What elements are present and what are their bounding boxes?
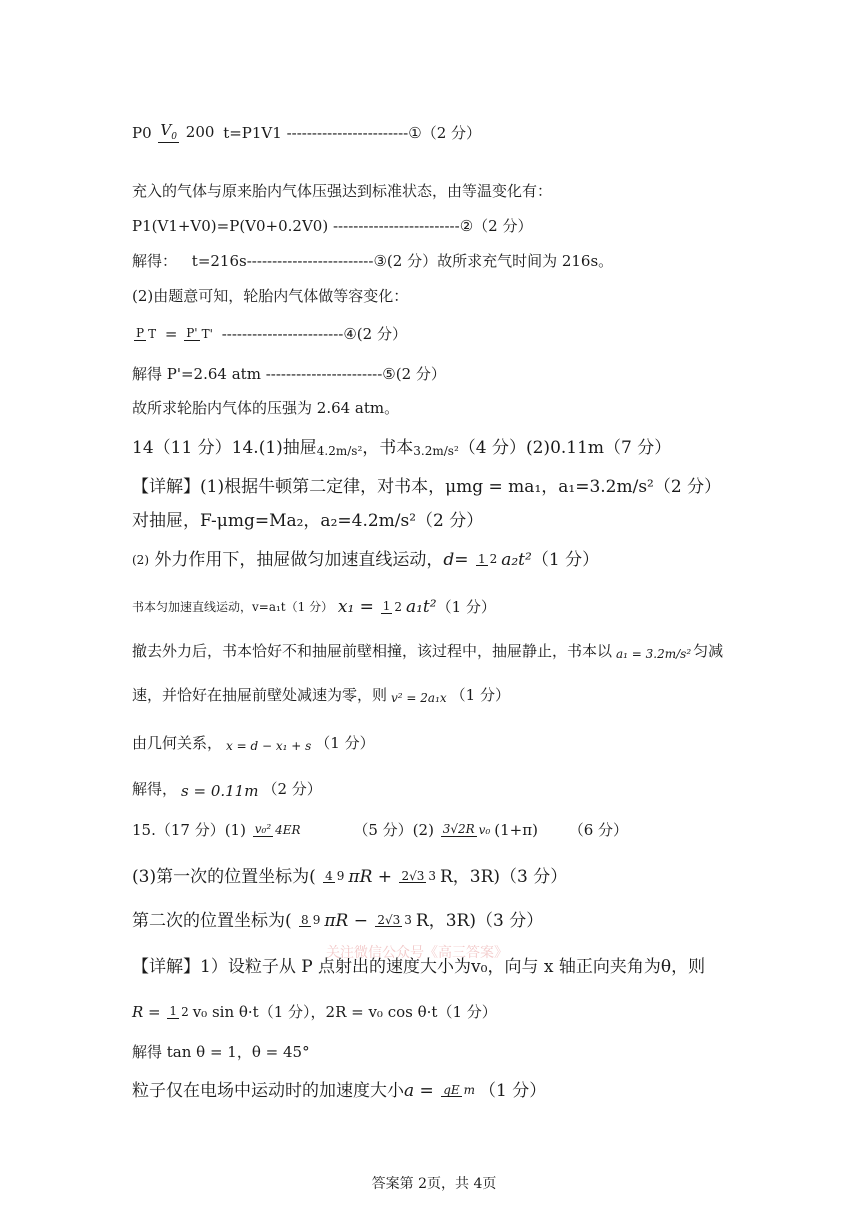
score: (2 分） [395,365,446,383]
q14-drawer-accel: 4.2m/s² [316,444,363,458]
text: (3)第一次的位置坐标为( [132,866,316,887]
result-text: 解得 P'=2.64 atm [132,365,261,383]
score: （1 分） [531,549,600,570]
text-line-8: 故所求轮胎内气体的压强为 2.64 atm。 [132,399,400,417]
frac-num: V [160,120,172,139]
text: 第二次的位置坐标为( [132,910,292,931]
term: πR − [324,910,368,931]
frac-den: T' [201,326,213,341]
answer-line-15 [132,819,628,840]
frac-den: v₀ [478,822,491,837]
score: （2 分） [421,124,481,142]
dash-leader: ------------------------- [332,217,460,235]
q15-label: 15.（17 分）(1) [132,821,246,839]
frac-num: P' [186,326,198,341]
text-line-14 [132,638,723,664]
term: a₁t² [405,597,437,617]
equation-line-3 [132,215,532,236]
equation-line-22 [132,1001,497,1022]
equation-line-15 [132,682,510,708]
fraction-p-t [134,327,158,341]
coord-line-2 [132,910,543,931]
score: （1 分） [479,1080,547,1101]
formula: x = d − x₁ + s [226,739,312,753]
result-value: t=216s [191,252,247,270]
dash-leader: ------------------------- [246,252,374,270]
var-R: R = [132,1003,161,1021]
term: πR + [348,866,393,887]
fraction-v0sq-4ER [253,823,303,837]
circled-number: ③ [373,252,387,270]
fraction-half [167,1005,190,1019]
coord-line-1 [132,866,567,887]
text: 由几何关系， [132,734,223,752]
equals-sign: = [164,325,178,343]
result-line-23: 解得 tan θ = 1，θ = 45° [132,1043,310,1061]
equation-line-1 [132,122,481,143]
fraction-v0-200 [158,120,216,143]
dash-leader: ------------------------ [286,124,409,142]
frac-den: 200 [185,123,215,142]
result-line-4 [132,250,613,271]
accel-value: a₁ = 3.2m/s² [616,647,692,661]
term: (1+π) [494,821,538,839]
answer-line-14 [132,435,671,461]
var-x1: x₁ = [337,597,374,617]
frac-num: 2√3 [377,912,401,927]
q14-label: 14（11 分）14.(1)抽屉 [132,438,317,458]
text: 解得， [132,780,178,798]
term: a₂t² [501,549,532,570]
result-line-17 [132,777,322,801]
score: (2 分） [356,325,407,343]
frac-den: 9 [312,913,321,928]
eq-p0: P0 [132,124,152,142]
result: s = 0.11m [181,782,259,800]
fraction-4-9 [323,870,346,884]
text: 外力作用下，抽屉做匀加速直线运动， [154,549,444,570]
term-tail: R，3R)（3 分） [440,866,568,887]
score: (2 分）故所求充气时间为 216s。 [386,252,614,270]
text: 书本匀加速直线运动，v=a₁t（1 分） [132,600,334,614]
q14-book-label: ，书本 [362,438,414,458]
frac-num: 1 [169,1004,178,1019]
frac-num: 2√3 [401,868,425,883]
fraction-half [381,600,404,614]
frac-den: 2 [394,599,402,614]
q14-book-accel: 3.2m/s² [413,444,459,458]
fraction-2sqrt3-3 [375,914,414,928]
fraction-8-9 [299,914,322,928]
dash-leader: ------------------------ [221,325,344,343]
frac-den: 3 [404,913,412,928]
text-tail: 匀减 [693,642,724,660]
frac-num: 8 [301,912,309,927]
fraction-qE-m [441,1084,477,1098]
frac-den: 2 [181,1004,189,1019]
eq-rest: t=P1V1 [223,124,282,142]
result-line-7 [132,363,446,384]
score: （2 分） [262,780,322,798]
frac-den: T [148,326,157,341]
watermark: 关注微信公众号《高三答案》 [326,945,508,961]
circled-number: ④ [343,325,357,343]
frac-num: 1 [477,551,486,566]
text: 撤去外力后，书本恰好不和抽屉前壁相撞，该过程中，抽屉静止，书本以 [132,642,613,660]
frac-den: 3 [428,869,436,884]
circled-number: ⑤ [382,365,396,383]
var-d: d= [443,549,469,570]
frac-den: 9 [336,869,345,884]
text-line-11: 对抽屉，F-μmg=Ma₂，a₂=4.2m/s²（2 分） [132,511,484,531]
frac-num-sub: 0 [171,131,177,142]
score: （1 分） [450,686,510,704]
equation-line-16 [132,730,375,756]
formula: v² = 2a₁x [391,691,447,705]
term-tail: R，3R)（3 分） [415,910,544,931]
frac-den: 2 [489,552,498,567]
frac-den: 4ER [275,822,301,837]
text-line-2: 充入的气体与原来胎内气体压强达到标准状态，由等温变化有： [132,182,553,200]
frac-num: 1 [382,599,391,614]
dash-leader: ----------------------- [265,365,383,383]
frac-num: v₀² [254,822,272,837]
score: （2 分） [473,217,533,235]
equation-line-24 [132,1080,546,1101]
var-a: a = [404,1080,434,1101]
q15-part2: （5 分）(2) [353,821,434,839]
fraction-2sqrt3-3 [399,870,438,884]
circled-number: ① [408,124,422,142]
label-solve: 解得： [132,252,178,270]
frac-num: 3√2R [442,822,475,837]
score: （1 分） [436,598,496,616]
frac-num: qE [443,1082,460,1097]
circled-number: ② [459,217,474,235]
fraction-pprime-tprime [184,327,215,341]
q14-rest: （4 分）(2)0.11m（7 分） [458,438,672,458]
part-label: (2) [132,552,149,567]
eq-text: P1(V1+V0)=P(V0+0.2V0) [132,217,329,235]
frac-num: 4 [325,868,333,883]
frac-num: P [136,326,145,341]
detail-line-21: 【详解】1）设粒子从 P 点射出的速度大小为v₀，向与 x 轴正向夹角为θ，则 [132,957,706,977]
frac-den: m [463,1083,476,1098]
detail-line-10: 【详解】(1)根据牛顿第二定律，对书本，μmg = ma₁，a₁=3.2m/s²（2 分） [132,477,722,497]
score: （6 分） [568,821,629,839]
text: 粒子仅在电场中运动时的加速度大小 [132,1080,404,1101]
text-line-5: (2)由题意可知，轮胎内气体做等容变化： [132,287,409,305]
equation-line-6 [132,323,407,344]
equation-line-12 [132,549,599,570]
fraction-half [476,553,499,567]
fraction-3sqrt2R-v0 [441,823,493,837]
score: （1 分） [315,734,375,752]
page-footer: 答案第 2页，共 4页 [371,1176,497,1192]
equation-line-13 [132,596,496,617]
text: 速，并恰好在抽屉前壁处减速为零，则 [132,686,388,704]
term: v₀ sin θ·t（1 分），2R = v₀ cos θ·t（1 分） [192,1003,497,1021]
